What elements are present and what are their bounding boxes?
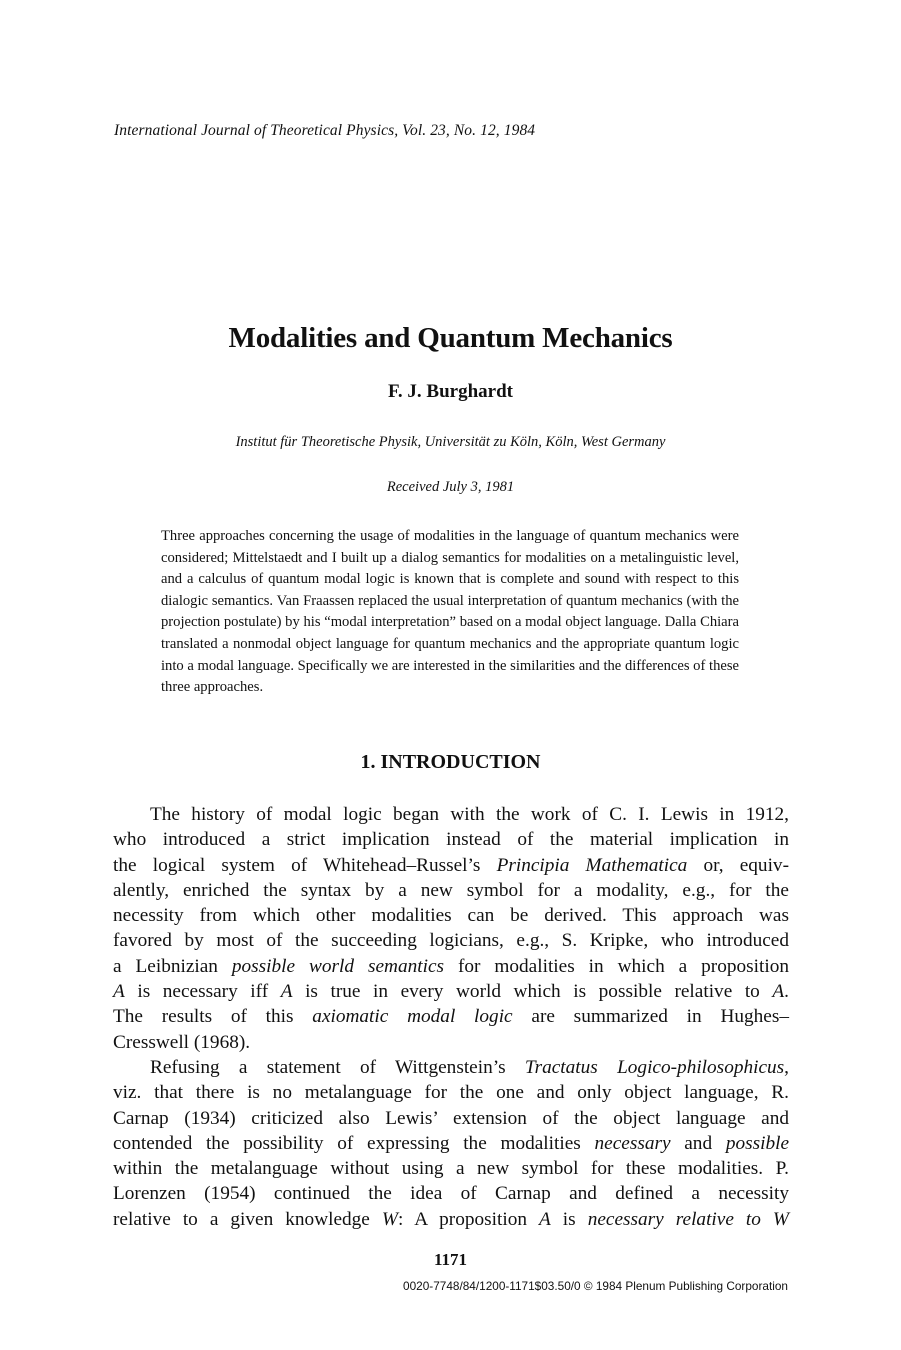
text-run: ,	[784, 1056, 789, 1078]
text-run: The history of modal logic began with the work of C. I. Lewis in 1912,	[150, 804, 789, 825]
text-run: a Leibnizian	[113, 955, 232, 977]
italic-text: Tractatus Logico-philosophicus	[524, 1056, 785, 1078]
text-run: is necessary iff	[124, 981, 281, 1003]
italic-text: axiomatic modal logic	[312, 1006, 513, 1028]
text-run: is true in every world which is possible relative to	[292, 981, 773, 1003]
text-run: Lorenzen (1954) continued the idea of Carnap and defined a necessity	[113, 1183, 789, 1205]
text-run: Cresswell (1968).	[113, 1031, 251, 1053]
text-run: are summarized in Hughes–	[512, 1006, 789, 1028]
received-date: Received July 3, 1981	[386, 479, 515, 495]
text-run: Carnap (1934) criticized also Lewis’ extension of the object language and	[113, 1107, 789, 1129]
copyright-notice: 0020-7748/84/1200-1171$03.50/0 © 1984 Plenum Publishing Corporation	[403, 1279, 788, 1293]
italic-text: possible world semantics	[231, 955, 445, 977]
text-run: and	[670, 1132, 726, 1154]
italic-text: Principia Mathematica	[496, 854, 688, 876]
italic-text: W	[381, 1208, 398, 1230]
text-run: alently, enriched the syntax by a new symbol for a modality, e.g., for the	[113, 879, 789, 901]
body-line	[113, 1207, 789, 1232]
text-run: Refusing a statement of Wittgenstein’s	[150, 1056, 525, 1078]
italic-text: necessary	[594, 1132, 671, 1154]
body-text	[113, 802, 789, 1232]
italic-text: A	[539, 1208, 551, 1230]
body-line	[113, 928, 789, 953]
body-line	[113, 1004, 789, 1029]
paper-title: Modalities and Quantum Mechanics	[228, 322, 673, 354]
text-run: within the metalanguage without using a new symbol for these modalities. P.	[113, 1158, 789, 1180]
body-line	[113, 853, 789, 878]
italic-text: A	[113, 981, 125, 1003]
section-heading: 1. INTRODUCTION	[360, 751, 541, 773]
body-line	[113, 1106, 789, 1131]
body-line	[113, 1181, 789, 1206]
body-line	[113, 802, 789, 827]
text-run: for modalities in which a proposition	[444, 955, 789, 977]
italic-text: A	[280, 981, 293, 1003]
body-line	[113, 827, 789, 852]
text-run: is	[550, 1208, 588, 1230]
author-affiliation: Institut für Theoretische Physik, Universität zu Köln, Köln, West Germany	[235, 434, 666, 450]
journal-header: International Journal of Theoretical Physics, Vol. 23, No. 12, 1984	[114, 122, 536, 139]
text-run: favored by most of the succeeding logicians, e.g., S. Kripke, who introduced	[113, 930, 789, 952]
body-line	[113, 1131, 789, 1156]
text-run: contended the possibility of expressing the modalities	[113, 1132, 595, 1154]
text-run: or, equiv-	[687, 854, 789, 876]
body-line	[113, 1156, 789, 1181]
italic-text: necessary relative to W	[587, 1208, 789, 1230]
body-line	[113, 954, 789, 979]
abstract: Three approaches concerning the usage of modalities in the language of quantum mechanics were considered; Mittelstaedt and I built up a dialog semantics for modalities on a metalinguistic level, and a calculus of quantum modal logic is known that is complete and sound with respect to this dialogic semantics. Van Fraassen replaced the usual interpretation of quantum mechanics (with the projection postulate) by his “modal interpretation” based on a modal object language. Dalla Chiara translated a nonmodal object language for quantum mechanics and the appropriate quantum logic into a modal language. Specifically we are interested in the similarities and the differences of these three approaches.	[161, 528, 739, 696]
page-number: 1171	[433, 1250, 468, 1269]
text-run: necessity from which other modalities can be derived. This approach was	[113, 905, 789, 927]
text-run: .	[784, 981, 789, 1003]
body-line	[113, 1055, 789, 1080]
text-run: relative to a given knowledge	[113, 1208, 382, 1230]
body-line	[113, 979, 789, 1004]
body-line	[113, 903, 789, 928]
italic-text: possible	[725, 1132, 790, 1154]
text-run: viz. that there is no metalanguage for the one and only object language, R.	[113, 1082, 789, 1104]
body-line	[113, 1030, 789, 1055]
body-line	[113, 1080, 789, 1105]
text-run: The results of this	[113, 1006, 313, 1028]
text-run: who introduced a strict implication instead of the material implication in	[113, 829, 789, 851]
text-run: the logical system of Whitehead–Russel’s	[113, 854, 497, 876]
italic-text: A	[772, 981, 785, 1003]
body-line	[113, 878, 789, 903]
author-name: F. J. Burghardt	[388, 381, 513, 402]
text-run: : A proposition	[397, 1208, 539, 1230]
